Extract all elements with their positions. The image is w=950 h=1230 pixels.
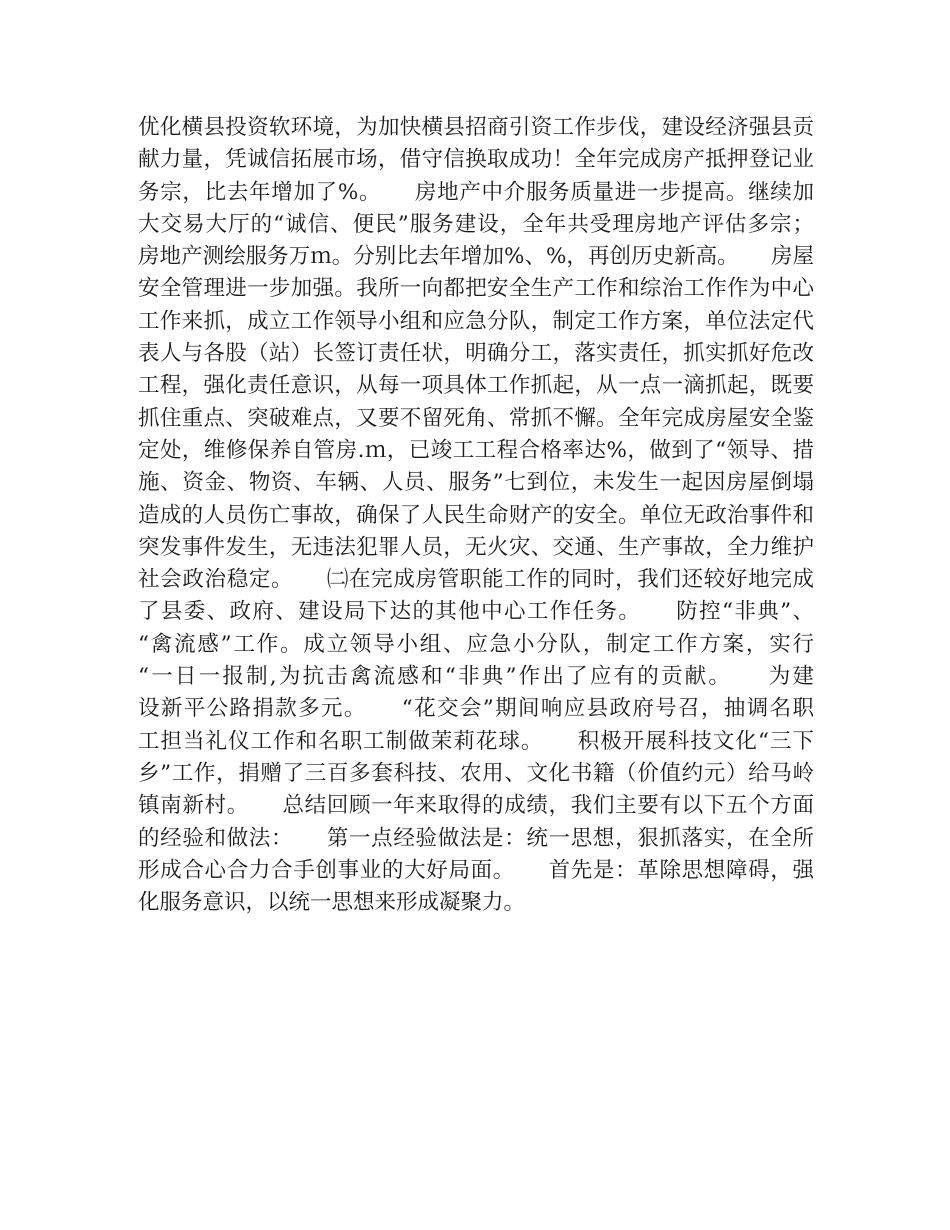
text-line: “一日一报制,为抗击禽流感和“非典”作出了应有的贡献。 为建 — [138, 664, 814, 690]
text-line: 化服务意识，以统一思想来形成凝聚力。 — [138, 890, 526, 916]
text-line: 施、资金、物资、车辆、人员、服务”七到位，未发生一起因房屋倒塌 — [138, 470, 814, 496]
text-line: 了县委、政府、建设局下达的其他中心工作任务。 防控“非典”、 — [138, 599, 814, 625]
text-line: 镇南新村。 总结回顾一年来取得的成绩，我们主要有以下五个方面 — [138, 793, 814, 819]
text-line: 工担当礼仪工作和名职工制做茉莉花球。 积极开展科技文化“三下 — [138, 728, 814, 754]
text-line: 社会政治稳定。 ㈡在完成房管职能工作的同时，我们还较好地完成 — [138, 567, 814, 593]
text-line: 优化横县投资软环境，为加快横县招商引资工作步伐，建设经济强县贡 — [138, 115, 814, 140]
text-line: 务宗，比去年增加了%。 房地产中介服务质量进一步提高。继续加 — [138, 179, 814, 205]
text-line: 造成的人员伤亡事故，确保了人民生命财产的安全。单位无政治事件和 — [138, 502, 814, 528]
text-line: 定处，维修保养自管房.ｍ，已竣工工程合格率达%，做到了“领导、措 — [138, 437, 814, 463]
text-line: “禽流感”工作。成立领导小组、应急小分队，制定工作方案，实行 — [138, 631, 814, 657]
text-line: 工程，强化责任意识，从每一项具体工作抓起，从一点一滴抓起，既要 — [138, 373, 814, 399]
text-line: 大交易大厅的“诚信、便民”服务建设，全年共受理房地产评估多宗； — [138, 211, 814, 237]
text-line: 乡”工作，捐赠了三百多套科技、农用、文化书籍（价值约元）给马岭 — [138, 760, 814, 786]
text-line: 献力量，凭诚信拓展市场，借守信换取成功！全年完成房产抵押登记业 — [138, 147, 814, 173]
text-line: 房地产测绘服务万ｍ。分别比去年增加%、%，再创历史新高。 房屋 — [138, 244, 814, 270]
text-line: 突发事件发生，无违法犯罪人员，无火灾、交通、生产事故，全力维护 — [138, 534, 814, 560]
text-line: 安全管理进一步加强。我所一向都把安全生产工作和综治工作作为中心 — [138, 276, 814, 302]
body-text — [138, 112, 814, 919]
text-line: 表人与各股（站）长签订责任状，明确分工，落实责任，抓实抓好危改 — [138, 341, 814, 367]
text-line: 抓住重点、突破难点，又要不留死角、常抓不懈。全年完成房屋安全鉴 — [138, 405, 814, 431]
text-line: 设新平公路捐款多元。 “花交会”期间响应县政府号召，抽调名职 — [138, 696, 814, 722]
text-line: 工作来抓，成立工作领导小组和应急分队，制定工作方案，单位法定代 — [138, 308, 814, 334]
text-line: 形成合心合力合手创事业的大好局面。 首先是：革除思想障碍，强 — [138, 857, 814, 883]
text-line: 的经验和做法： 第一点经验做法是：统一思想，狠抓落实，在全所 — [138, 825, 814, 851]
